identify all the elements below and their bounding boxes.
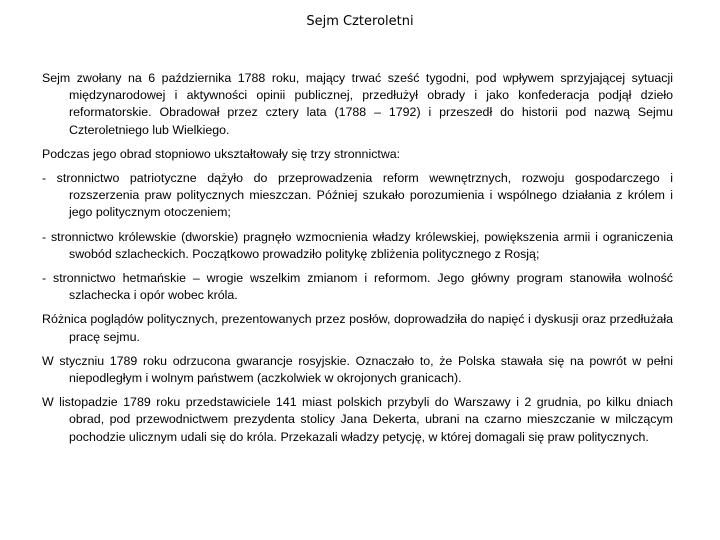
paragraph-patriotic-faction: - stronnictwo patriotyczne dążyło do przeprowadzenia reform wewnętrznych, rozwoju gospodarczego i rozszerzenia praw politycznych mieszczan. Później szukało porozumienia i wspólnego działania z królem i jego politycznym otoczeniem; — [42, 171, 673, 220]
paragraph-january-1789: W styczniu 1789 roku odrzucona gwarancje rosyjskie. Oznaczało to, że Polska stawała się na powrót w pełni niepodległym i wolnym państwem (aczkolwiek w okrojonych granicach). — [42, 353, 673, 386]
paragraph-differences: Różnica poglądów politycznych, prezentowanych przez posłów, doprowadziła do napięć i dyskusji oraz przedłużała pracę sejmu. — [42, 312, 673, 344]
paragraph-hetman-faction: - stronnictwo hetmańskie – wrogie wszelkim zmianom i reformom. Jego główny program stanowiła wolność szlachecka i opór wobec króla. — [42, 271, 673, 303]
page-title: Sejm Czteroletni — [306, 14, 414, 29]
document-body — [42, 70, 673, 453]
paragraph-november-1789: W listopadzie 1789 roku przedstawiciele 141 miast polskich przybyli do Warszawy i 2 grudnia, po kilku dniach obrad, pod przewodnictwem prezydenta stolicy Jana Dekerta, ubrani na czarno mieszczanie w milczącym pochodzie ulicznym udali się do króla. Przekazali władzy petycję, w której domagali się praw politycznych. — [42, 395, 673, 444]
paragraph-factions-intro: Podczas jego obrad stopniowo ukształtowały się trzy stronnictwa: — [42, 146, 401, 161]
paragraph-intro: Sejm zwołany na 6 października 1788 roku, mający trwać sześć tygodni, pod wpływem sprzyjającej sytuacji międzynarodowej i aktywności opinii publicznej, przedłużył obrady i jako konfederacja podjął dzieło reformatorskie. Obradował przez cztery lata (1788 – 1792) i przeszedł do historii pod nazwą Sejmu Czteroletniego lub Wielkiego. — [42, 71, 673, 137]
paragraph-royal-faction: - stronnictwo królewskie (dworskie) pragnęło wzmocnienia władzy królewskiej, powiększenia armii i ograniczenia swobód szlacheckich. Początkowo prowadziło politykę zbliżenia politycznego z Rosją; — [42, 229, 673, 261]
